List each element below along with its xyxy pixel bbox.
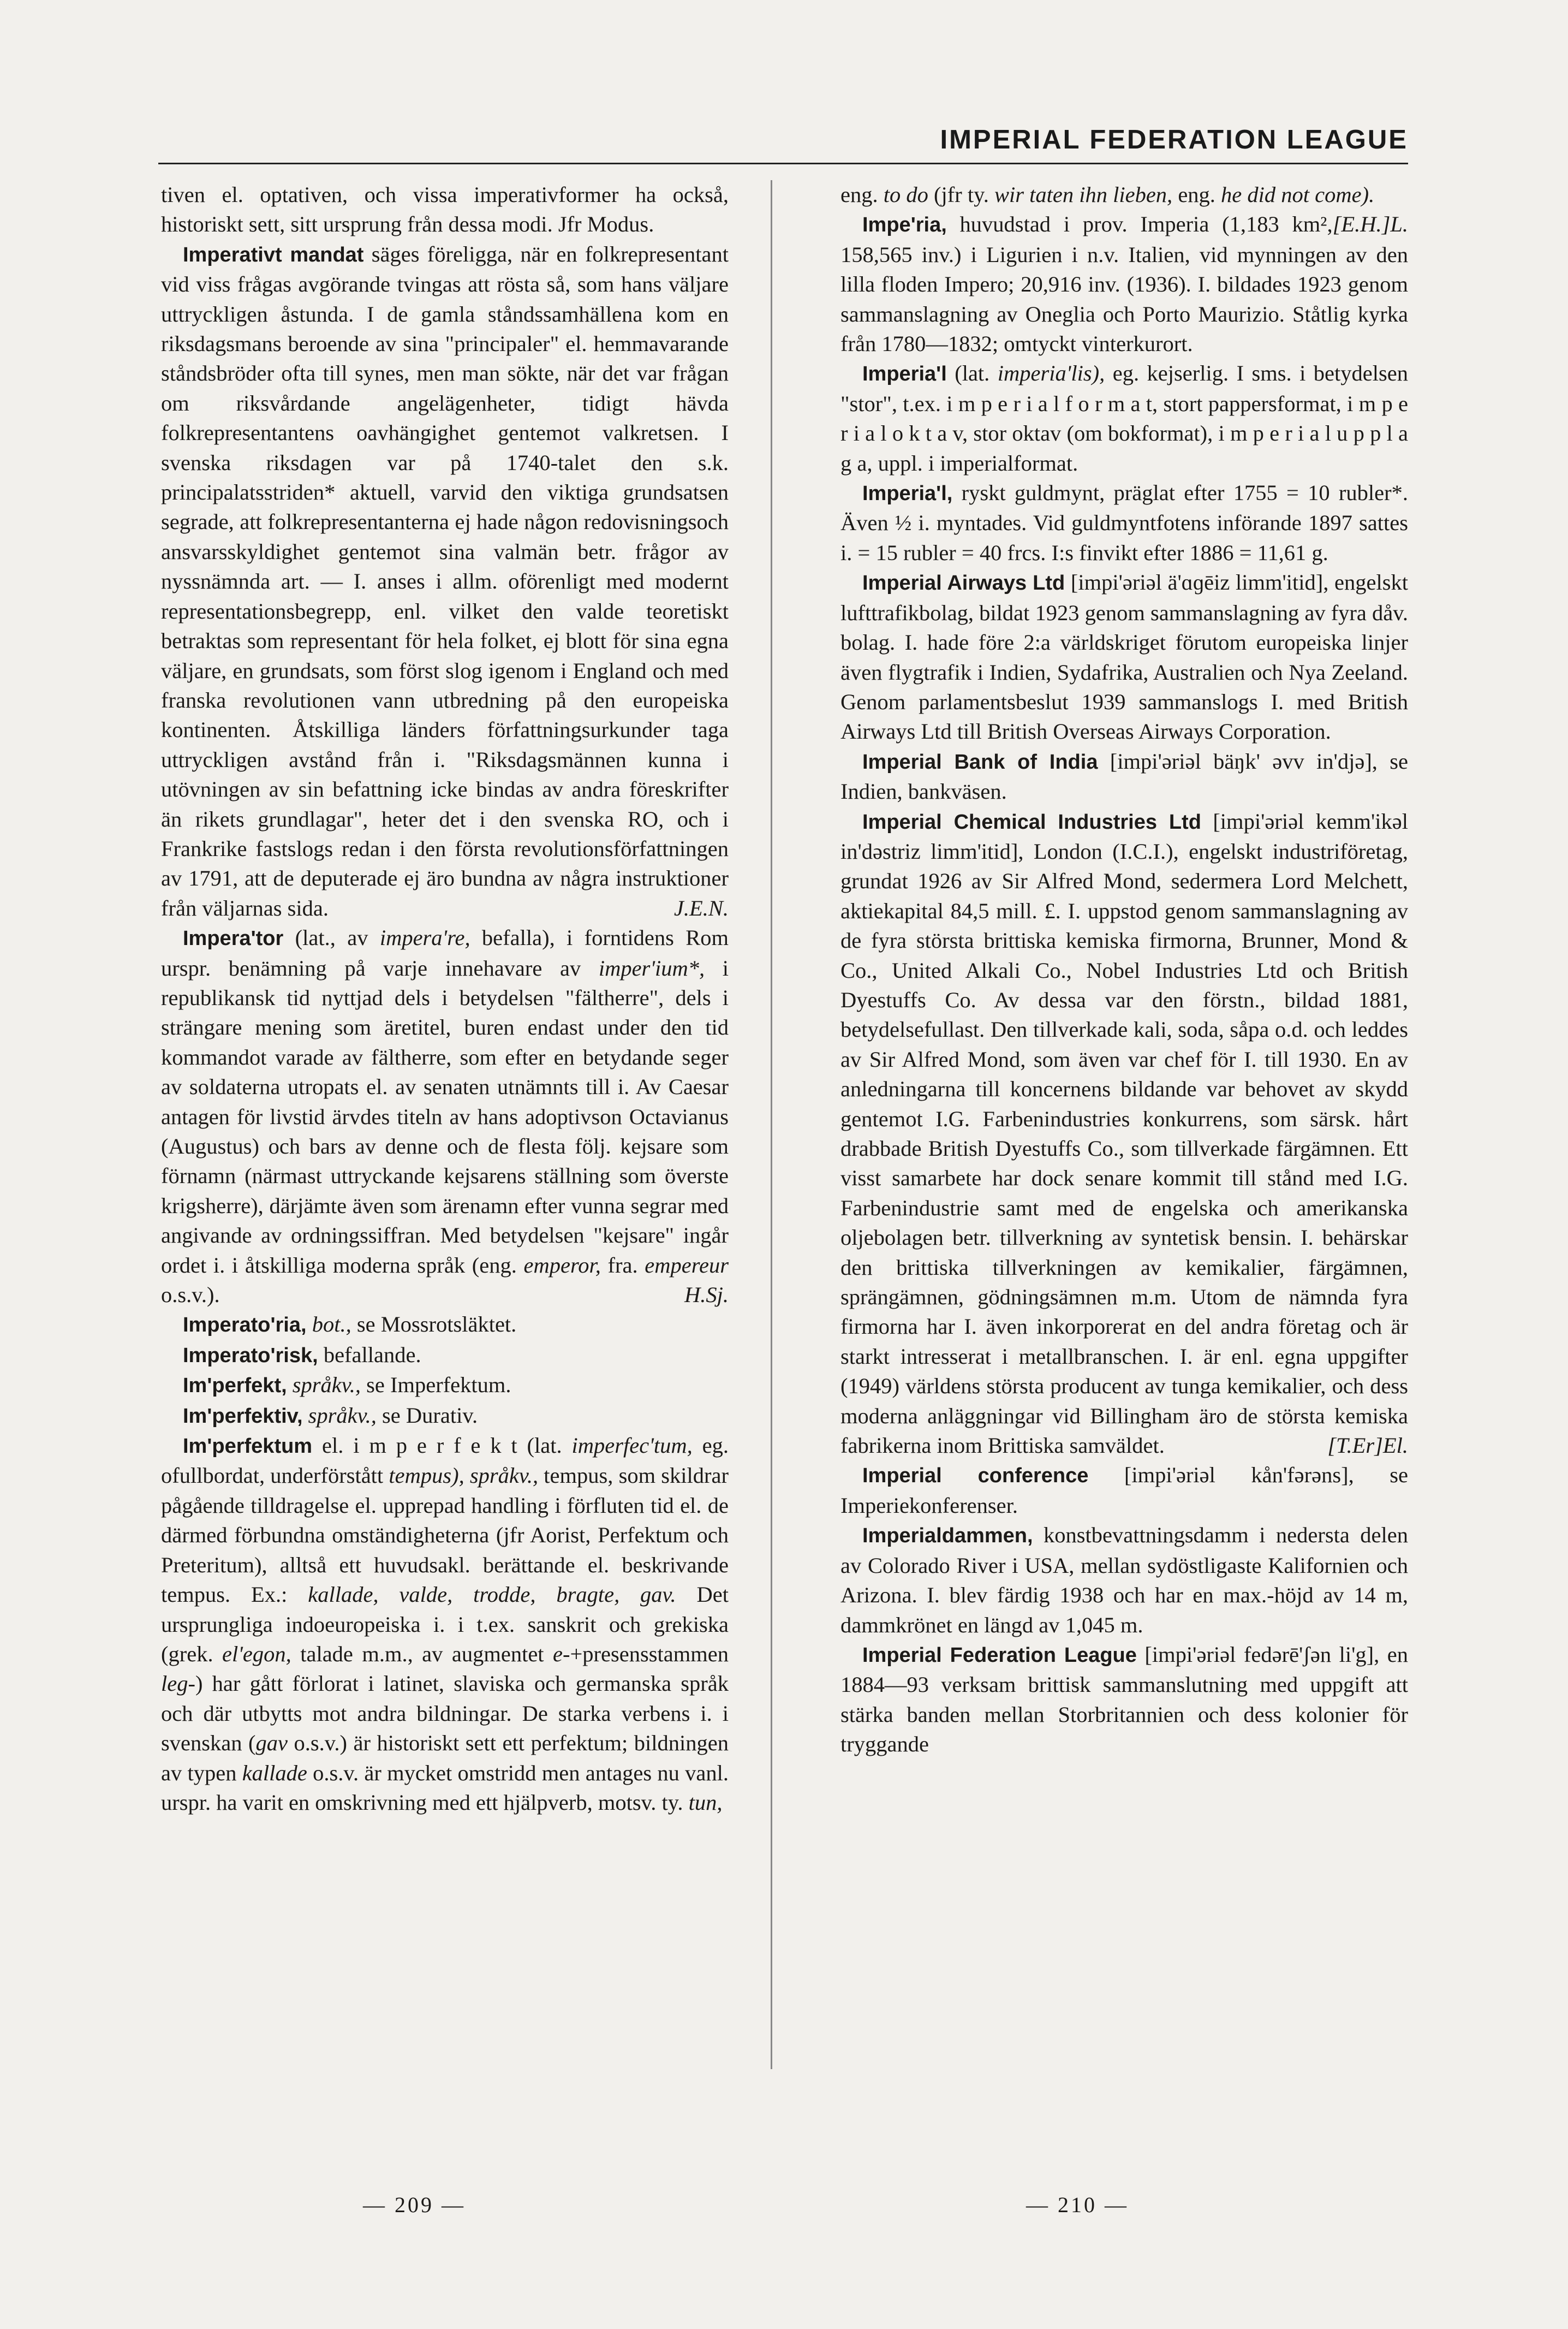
entry-imperatorisk: Imperato'risk, befallande.	[183, 1342, 421, 1367]
author-signature: [E.H.]L.	[1332, 212, 1408, 237]
headword: Imperato'ria,	[183, 1314, 307, 1337]
headword: Imperialdammen,	[862, 1524, 1033, 1548]
headword: Imperia'l,	[862, 482, 953, 506]
headword: Impe'ria,	[862, 213, 947, 237]
entry-imperator: Impera'tor (lat., av impera're, befalla), i forntidens Rom urspr. benämning på varje innehavare av imper'ium*, i republikansk tid nyttjad dels i betydelsen "fältherre", dels i strängare mening som äretitel, buren endast under den tid kommandot varade av fältherre, som efter en betydande seger av soldaterna utropats el. av senaten utnämnts till i. Av Caesar antagen för livstid ärvdes titeln av hans adoptivson Octavianus (Augustus) och bars av denne och de flesta följ. kejsare som förnamn (närmast uttryckande kejsarens ställning som överste krigsherre), därjämte även som ärenamn efter vunna segrar med angivande av ordningssiffran. Med betydelsen "kejsare" ingår ordet i. i åtskilliga moderna språk (eng. emperor, fra. empereur o.s.v.). H.Sj.	[161, 923, 729, 1310]
headword: Im'perfektiv,	[183, 1404, 303, 1428]
running-head: IMPERIAL FEDERATION LEAGUE	[940, 125, 1408, 155]
page-number-right: — 210 —	[1026, 2193, 1129, 2217]
entry-imperial-bank-of-india: Imperial Bank of India [impi'əriəl bäŋk' əvv in'djə], se Indien, bankväsen.	[840, 748, 1408, 804]
headword: Im'perfekt,	[183, 1374, 287, 1398]
column-divider	[771, 180, 772, 2069]
left-column	[161, 180, 729, 2069]
entry-imperial-adj: Imperia'l (lat. imperia'lis), eg. kejserlig. I sms. i betydelsen "stor", t.ex. i m p e r i a l f o r m a t, stort pappersformat, i m p e r i a l o k t a v, stor oktav (om bokformat), i m p e r i a l u p p l a g a, uppl. i imperialformat.	[840, 361, 1409, 476]
page-header	[158, 124, 1408, 164]
headword: Imperativt mandat	[183, 243, 364, 266]
page-number-left: — 209 —	[363, 2193, 466, 2217]
entry-imperial-conference: Imperial conference [impi'əriəl kån'fərəns], se Imperiekonferenser.	[840, 1463, 1408, 1518]
author-signature: J.E.N.	[673, 895, 729, 920]
headword: Imperial Chemical Industries Ltd	[862, 810, 1201, 834]
entry-imperial-coin: Imperia'l, ryskt guldmynt, präglat efter 1755 = 10 rubler*. Även ½ i. myntades. Vid guldmyntfotens införande 1897 sattes i. = 15 rubler = 40 frcs. I:s finvikt efter 1886 = 11,61 g.	[840, 480, 1408, 565]
entry-imperfektum: Im'perfektum el. i m p e r f e k t (lat. imperfec'tum, eg. ofullbordat, underförstått tempus), språkv., tempus, som skildrar pågående tilldragelse el. upprepad handling i förfluten tid el. de därmed förbundna omständigheterna (jfr Aorist, Perfektum och Preteritum), alltså ett huvudsakl. berättande el. beskrivande tempus. Ex.: kallade, valde, trodde, bragte, gav. Det ursprungliga indoeuropeiska i. i t.ex. sanskrit och grekiska (grek. el'egon, talade m.m., av augmentet e-+presensstammen leg-) har gått förlorat i latinet, slaviska och germanska språk och där utbytts mot andra bildningar. De starka verbens i. i svenskan (gav o.s.v.) är historiskt sett ett perfektum; bildningen av typen kallade o.s.v. är mycket omstridd men antages nu vanl. urspr. ha varit en omskrivning med ett hjälpverb, motsv. ty. tun,	[161, 1433, 729, 1815]
entry-imperfekt: Im'perfekt, språkv., se Imperfektum.	[183, 1373, 511, 1398]
entry-imperia: Impe'ria, huvudstad i prov. Imperia (1,183 km², 158,565 inv.) i Ligurien i n.v. Italien, vid mynningen av den lilla floden Impero; 20,916 inv. (1936). I. bildades 1923 genom sammanslagning av Oneglia och Porto Maurizio. Ståtlig kyrka från 1780—1832; omtyckt vinterkurort.	[840, 212, 1408, 357]
headword: Imperial Bank of India	[862, 750, 1098, 774]
headword: Imperia'l	[862, 363, 947, 386]
headword: Impera'tor	[183, 927, 284, 950]
entry-continuation: eng. to do (jfr ty. wir taten ihn lieben, eng. he did not come). [E.H.]L.	[840, 180, 1408, 210]
entry-imperial-federation-league: Imperial Federation League [impi'əriəl fedərē'ʃən li'g], en 1884—93 verksam brittisk sammanslutning med uppgift att stärka banden mellan Storbritannien och dess kolonier för tryggande	[840, 1642, 1408, 1757]
headword: Imperial Airways Ltd	[862, 572, 1065, 595]
headword: Imperato'risk,	[183, 1344, 318, 1367]
entry-imperial-chemical-industries: Imperial Chemical Industries Ltd [impi'əriəl kemm'ikəl in'dəstriz limm'itid], London (I.C.I.), engelskt industriföretag, grundat 1926 av Sir Alfred Mond, sedermera Lord Melchett, aktiekapital 84,5 mill. £. I. uppstod genom sammanslagning av de fyra största brittiska kemiska firmorna, Brunner, Mond & Co., United Alkali Co., Nobel Industries Ltd och British Dyestuffs Co. Av dessa var den förstn., bildad 1881, betydelsefullast. Den tillverkade kali, soda, såpa o.d. och leddes av Sir Alfred Mond, som även var chef för I. till 1930. En av anledningarna till koncernens bildande var behovet av skydd gentemot I.G. Farbenindustries konkurrens, som särsk. hårt drabbade British Dyestuffs Co., som tillverkade färgämnen. Ett visst samarbete har dock senare kommit till stånd med I.G. Farbenindustrie samt med de engelska och amerikanska oljebolagen betr. tillverkning av syntetisk bensin. I. behärskar den brittiska tillverkningen av kemikalier, färgämnen, sprängämnen, gödningsämnen m.m. Utom de nämnda fyra firmorna har I. även inkorporerat en del andra företag och är starkt intresserat i metallbranschen. I. är enl. egna uppgifter (1949) världens största producent av tunga kemikalier, och dess moderna anläggningar vid Billingham äro de största kemiska fabrikerna inom Brittiska samväldet. [T.Er]El.	[840, 807, 1408, 1461]
entry-imperativt-mandat: Imperativt mandat säges föreligga, när en folkrepresentant vid viss frågas avgörande tvingas att rösta så, som hans väljare uttryckligen åstunda. I de gamla ståndssamhällena kom en riksdagsmans beroende av sina "principaler" el. hemmavarande ståndsbröder ofta till synes, men man sökte, när det var frågan om riksvårdande angelägenheter, tidigt hävda folkrepresentantens oavhängighet gentemot valkretsen. I svenska riksdagen var på 1740-talet den s.k. principalatsstriden* aktuell, varvid den viktiga grundsatsen segrade, att folkrepresentanterna ej hade någon redovisningsoch ansvarsskyldighet gentemot sina valmän betr. frågor av nyssnämnda art. — I. anses i allm. oförenligt med modernt representationsbegrepp, enl. vilket den valde teoretiskt betraktas som representant för hela folket, ej blott för sina egna väljare, en grundsats, som först slog igenom i England och med franska revolutionen vann utbredning på den europeiska kontinenten. Åtskilliga länders författningsurkunder taga uttryckligen avstånd från i. "Riksdagsmännen kunna i utövningen av sin befattning icke bindas av andra föreskrifter än rikets grundlagar", heter det i den svenska RO, och i Frankrike fastslogs redan i den första revolutionsförfattningen av 1791, att de deputerade ej äro bundna av några instruktioner från väljarnas sida. J.E.N.	[161, 240, 729, 923]
entry-imperfektiv: Im'perfektiv, språkv., se Durativ.	[183, 1403, 478, 1428]
headword: Im'perfektum	[183, 1435, 313, 1458]
entry-imperialdammen: Imperialdammen, konstbevattningsdamm i nedersta delen av Colorado River i USA, mellan sydöstligaste Kalifornien och Arizona. I. blev färdig 1938 och har en max.-höjd av 14 m, dammkrönet en längd av 1,045 m.	[840, 1523, 1408, 1637]
author-signature: [T.Er]El.	[1327, 1433, 1408, 1458]
headword: Imperial conference	[862, 1464, 1089, 1488]
author-signature: H.Sj.	[684, 1282, 729, 1308]
entry-continuation: tiven el. optativen, och vissa imperativformer ha också, historiskt sett, sitt ursprung från dessa modi. Jfr Modus.	[161, 182, 729, 237]
headword: Imperial Federation League	[862, 1643, 1137, 1667]
entry-imperial-airways: Imperial Airways Ltd [impi'əriəl ä'ɑɡēiz limm'itid], engelskt lufttrafikbolag, bildat 1923 genom sammanslagning av fyra dåv. bolag. I. hade före 2:a världskriget förutom europeiska linjer även flygtrafik i Indien, Sydafrika, Australien och Nya Zeeland. Genom parlamentsbeslut 1939 sammanslogs I. med British Airways Ltd till British Overseas Airways Corporation.	[840, 570, 1408, 744]
right-column	[840, 180, 1408, 2069]
entry-imperatoria: Imperato'ria, bot., se Mossrotsläktet.	[183, 1312, 517, 1337]
